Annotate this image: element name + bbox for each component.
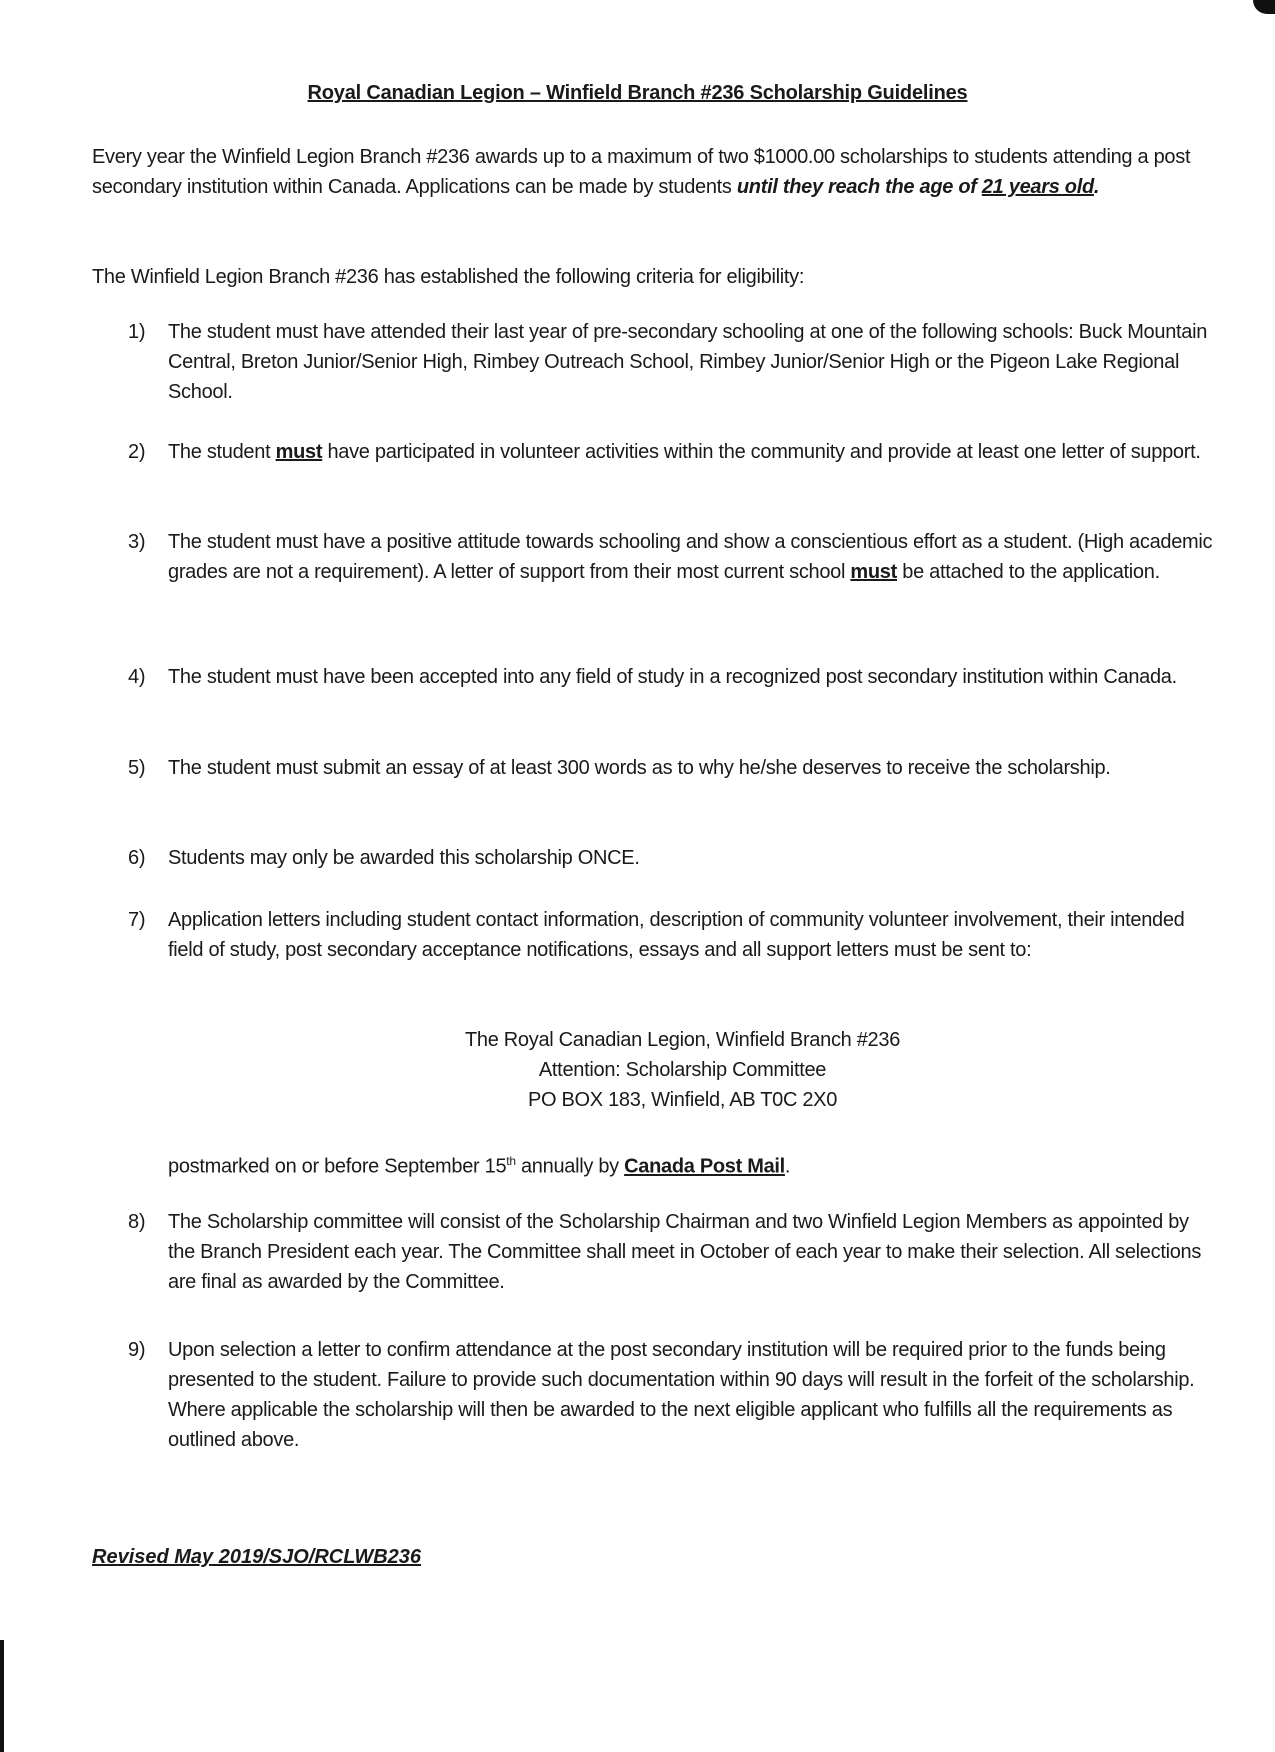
postmark-superscript: th xyxy=(506,1154,516,1168)
item-number: 8) xyxy=(128,1211,146,1233)
postmark-text: postmarked on or before September 15 xyxy=(168,1155,507,1178)
revision-note: Revised May 2019/SJO/RCLWB236 xyxy=(92,1546,422,1568)
item-number: 2) xyxy=(128,441,146,463)
item-text: The Scholarship committee will consist of the Scholarship Chairman and two Winfield Legion Members as appointed by the Branch President each year. The Committee shall meet in October of each year to make their selection. All selections are final as awarded by the Committee. xyxy=(168,1211,1202,1293)
item-number: 5) xyxy=(128,757,146,779)
item-text xyxy=(168,527,1218,587)
scan-artifact-corner xyxy=(1253,0,1275,14)
item-text-before: The student xyxy=(168,441,276,463)
item-text-after: be attached to the application. xyxy=(897,561,1160,583)
intro-emphasis: until they reach the age of xyxy=(736,176,982,198)
item-emphasis-must: must xyxy=(850,561,897,583)
item-number: 3) xyxy=(128,531,146,553)
item-number: 7) xyxy=(128,909,146,931)
item-number: 4) xyxy=(128,666,146,688)
intro-paragraph xyxy=(92,142,1202,202)
item-text xyxy=(168,437,1218,467)
address-line-1: The Royal Canadian Legion, Winfield Branch #236 xyxy=(464,1029,901,1051)
scan-artifact-edge xyxy=(0,1640,4,1752)
postmark-middle: annually by xyxy=(515,1155,625,1178)
address-line-2: Attention: Scholarship Committee xyxy=(538,1059,827,1081)
postmark-end: . xyxy=(784,1155,791,1178)
intro-end: . xyxy=(1093,176,1100,198)
address-line-3: PO BOX 183, Winfield, AB T0C 2X0 xyxy=(527,1089,838,1111)
item-text: The student must have been accepted into any field of study in a recognized post secondary institution within Canada. xyxy=(168,666,1177,688)
item-text: The student must have attended their last year of pre-secondary schooling at one of the following schools: Buck Mountain Central, Breton Junior/Senior High, Rimbey Outreach School, Rimbey Junior/Senior High or the Pigeon Lake Regional School. xyxy=(168,321,1208,403)
item-number: 6) xyxy=(128,847,146,869)
item-text-before: The student must have a positive attitude towards schooling and show a conscientious effort as a student. (High academic grades are not a requirement). A letter of support from their most current school xyxy=(168,531,1213,583)
intro-age-limit: 21 years old xyxy=(981,176,1094,198)
criteria-intro: The Winfield Legion Branch #236 has established the following criteria for eligibility: xyxy=(92,266,805,288)
item-text: Application letters including student contact information, description of community volunteer involvement, their intended field of study, post secondary acceptance notifications, essays and all support letters must be sent to: xyxy=(168,909,1185,961)
item-text: Upon selection a letter to confirm attendance at the post secondary institution will be required prior to the funds being presented to the student. Failure to provide such documentation within 90 days will result in the forfeit of the scholarship. Where applicable the scholarship will then be awarded to the next eligible applicant who fulfills all the requirements as outlined above. xyxy=(168,1339,1195,1451)
mailing-address xyxy=(0,1025,1275,1115)
item-number: 1) xyxy=(128,321,146,343)
item-emphasis-must: must xyxy=(275,441,323,463)
item-text: Students may only be awarded this scholarship ONCE. xyxy=(168,847,640,869)
page-title: Royal Canadian Legion – Winfield Branch #236 Scholarship Guidelines xyxy=(307,82,968,104)
intro-text: Every year the Winfield Legion Branch #236 awards up to a maximum of two $1000.00 scholarships to students attending a post secondary institution within Canada. Applications can be made by students xyxy=(92,146,1191,198)
item-text: The student must submit an essay of at least 300 words as to why he/she deserves to receive the scholarship. xyxy=(168,757,1111,779)
postmark-deadline xyxy=(168,1146,790,1182)
item-text-after: have participated in volunteer activities within the community and provide at least one letter of support. xyxy=(322,441,1201,463)
postmark-carrier: Canada Post Mail xyxy=(624,1155,785,1178)
item-number: 9) xyxy=(128,1339,146,1361)
